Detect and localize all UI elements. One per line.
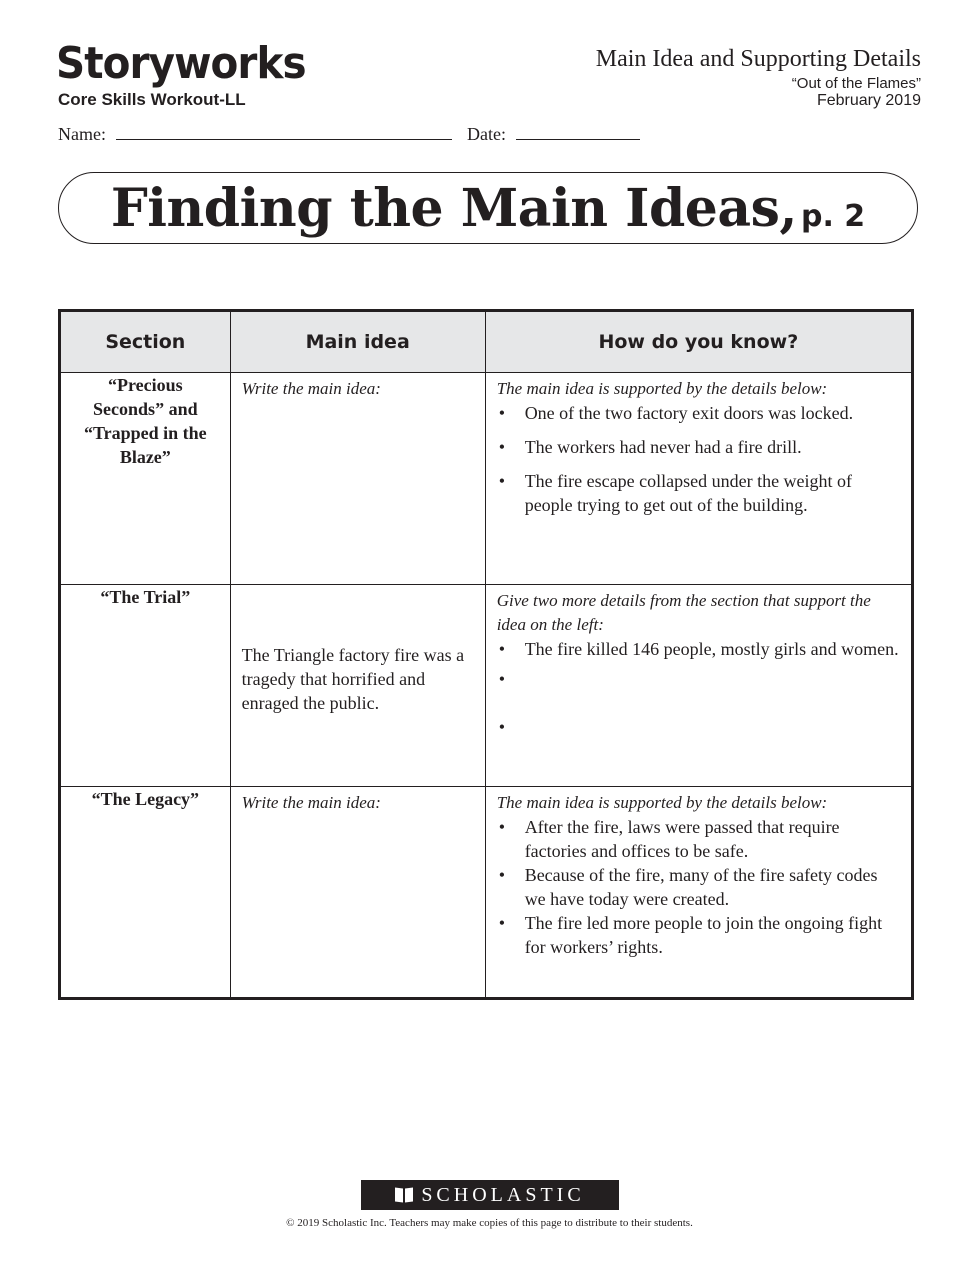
support-prompt: The main idea is supported by the details below: xyxy=(496,793,828,812)
detail-item: • Because of the fire, many of the fire safety codes we have today were created. xyxy=(497,863,901,911)
section-cell: “Precious Seconds” and “Trapped in the Blaze” xyxy=(60,373,231,585)
worksheet-subtitle: Core Skills Workout-LL xyxy=(58,90,246,109)
worksheet-info xyxy=(596,46,921,110)
detail-blank[interactable] xyxy=(497,715,901,739)
table-row xyxy=(60,787,913,999)
header-section: Section xyxy=(60,311,231,373)
details-cell xyxy=(485,787,912,999)
skill-title: Main Idea and Supporting Details xyxy=(595,46,921,72)
section-cell: “The Trial” xyxy=(60,585,231,787)
section-cell: “The Legacy” xyxy=(60,787,231,999)
detail-item: • The fire led more people to join the ongoing fight for workers’ rights. xyxy=(497,911,901,959)
page-number: p. 2 xyxy=(800,199,866,234)
date-field[interactable] xyxy=(516,125,640,140)
main-idea-cell xyxy=(230,585,485,787)
page-title-banner xyxy=(58,172,918,244)
name-date-line xyxy=(58,124,640,145)
issue-date: February 2019 xyxy=(816,92,921,109)
support-prompt: The main idea is supported by the details below: xyxy=(496,379,828,398)
table-row xyxy=(60,585,913,787)
main-idea-cell[interactable] xyxy=(230,787,485,999)
scholastic-logo xyxy=(361,1180,619,1210)
detail-item: • The fire escape collapsed under the weight of people trying to get out of the building. xyxy=(497,469,901,517)
name-label: Name: xyxy=(58,124,106,144)
main-idea-text: The Triangle factory fire was a tragedy that horrified and enraged the public. xyxy=(241,645,465,713)
header-main-idea: Main idea xyxy=(230,311,485,373)
detail-item: • The fire killed 146 people, mostly girls and women. xyxy=(497,637,901,661)
detail-list xyxy=(497,401,901,517)
detail-list xyxy=(497,637,901,739)
copyright-notice: © 2019 Scholastic Inc. Teachers may make copies of this page to distribute to their students. xyxy=(286,1217,693,1229)
table-header-row xyxy=(60,311,913,373)
details-cell xyxy=(485,373,912,585)
detail-item: • After the fire, laws were passed that require factories and offices to be safe. xyxy=(497,815,901,863)
main-idea-text-wrap xyxy=(242,589,475,769)
publisher-name: SCHOLASTIC xyxy=(421,1183,585,1206)
detail-blank[interactable] xyxy=(497,667,901,691)
main-idea-cell[interactable] xyxy=(230,373,485,585)
name-field[interactable] xyxy=(116,125,452,140)
detail-list xyxy=(497,815,901,959)
date-label: Date: xyxy=(466,124,506,144)
main-idea-table xyxy=(58,309,914,1000)
page-title: Finding the Main Ideas, xyxy=(110,178,797,239)
detail-item: • The workers had never had a fire drill. xyxy=(497,435,901,459)
storyworks-logo: Storyworks xyxy=(56,38,306,89)
open-book-icon xyxy=(395,1188,413,1202)
main-idea-prompt: Write the main idea: xyxy=(241,793,381,812)
main-idea-prompt: Write the main idea: xyxy=(241,379,381,398)
story-title: “Out of the Flames” xyxy=(791,75,921,92)
detail-item: • One of the two factory exit doors was locked. xyxy=(497,401,901,425)
table-row xyxy=(60,373,913,585)
details-cell[interactable] xyxy=(485,585,912,787)
header-how-do-you-know: How do you know? xyxy=(485,311,912,373)
support-prompt: Give two more details from the section that support the idea on the left: xyxy=(496,591,871,634)
